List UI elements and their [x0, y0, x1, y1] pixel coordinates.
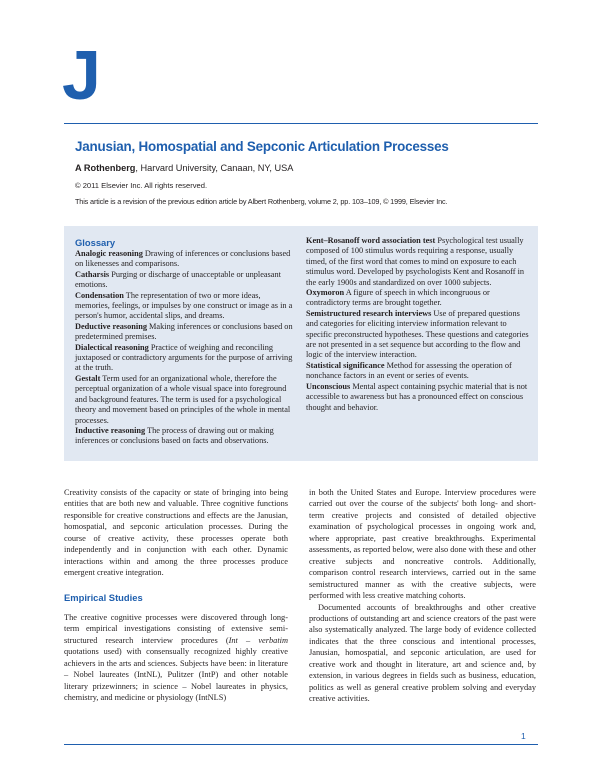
intro-paragraph: Creativity consists of the capacity or state of bringing into being entities that are both new and valuable. Three cognitive functions responsible for creative constructions and effects are the Janusian, homospatial, and sepconic articulation processes. During the course of creative activity, these processes operate both independently and in conjunction with each other. Dynamic interactions within and among the three processes produce emergent creative integration. [64, 488, 288, 578]
glossary-definition: Making inferences or conclusions based on predetermined premises. [75, 321, 293, 342]
empirical-italic-text: Int – verbatim [228, 635, 288, 645]
glossary-term: Gestalt [75, 373, 101, 383]
body-paragraph: in both the United States and Europe. Interview procedures were carried out over the course of the subjects' both long- and short-term creative projects and consisted of detailed objective examination of psychological processes in ongoing work and, where appropriate, past creative breakthroughs. Experimental assessments, as reported below, were also done with these and other creative subjects and noncreative controls. Additionally, comparison control research interviews, carried out in the same semistructured manner as with the creative subjects, were performed with less creative matching cohorts. [309, 488, 536, 601]
glossary-entry [75, 322, 297, 343]
empirical-paragraph-block [64, 612, 288, 704]
article-title: Janusian, Homospatial and Sepconic Articulation Processes [75, 139, 449, 154]
glossary-right-column [306, 236, 532, 413]
copyright-notice: © 2011 Elsevier Inc. All rights reserved. [75, 181, 208, 190]
glossary-definition: A figure of speech in which incongruous or contradictory terms are brought together. [306, 288, 490, 308]
empirical-text-part2: quotations used) with consensually recognized highly creative achievers in the arts and sciences. Subjects have been: in literature – Nobel laureates (IntNL), Pulitzer (IntP) and other notable literary prizewinners; in science – Nobel laureates in physics, chemistry, and medicine or physiology (IntNLS) [64, 647, 288, 703]
glossary-entry [75, 374, 297, 426]
glossary-entry [75, 270, 297, 291]
glossary-entry [306, 382, 532, 413]
section-heading-empirical-studies: Empirical Studies [64, 592, 143, 603]
glossary-term: Semistructured research interviews [306, 308, 432, 318]
glossary-definition: Drawing of inferences or conclusions based on likenesses and comparisons. [75, 249, 291, 269]
author-name: A Rothenberg [75, 163, 136, 173]
glossary-entry [75, 291, 297, 322]
glossary-entry [306, 288, 532, 309]
glossary-definition: Practice of weighing and reconciling juxtaposed or contradictory arguments for the purpose of arriving at the truth. [75, 342, 293, 373]
glossary-entry [75, 426, 297, 447]
glossary-definition: The representation of two or more ideas, memories, feelings, or impulses by one construct or image as in a person's humor, accidental slips, and dreams. [75, 290, 293, 321]
glossary-entry [306, 361, 532, 382]
glossary-entry [306, 309, 532, 361]
page-number: 1 [521, 731, 526, 741]
glossary-heading: Glossary [75, 237, 116, 248]
glossary-term: Oxymoron [306, 288, 345, 298]
glossary-entry [306, 236, 532, 288]
glossary-definition: Psychological test usually composed of 100 stimulus words requiring a response, usually timed, of the first word that comes to mind on exposure to each stimulus word. Developed by psychologists Kent and Rosanoff in the early 1900s and standardized on over 1000 subjects. [306, 236, 525, 287]
glossary-definition: Use of prepared questions and categories for eliciting interview information relevant to specific preconstructed hypotheses. These questions and categories are not presented in a set sequence but according to the flow and logic of the interview interaction. [306, 308, 529, 360]
glossary-left-column [75, 249, 297, 447]
header-divider [64, 123, 538, 124]
author-affiliation: , Harvard University, Canaan, NY, USA [135, 163, 294, 173]
glossary-entry [75, 249, 297, 270]
glossary-term: Deductive reasoning [75, 321, 147, 331]
intro-paragraph-block [64, 487, 288, 579]
glossary-entry [75, 343, 297, 374]
glossary-definition: Mental aspect containing psychic material that is not accessible to awareness but has a pronounced effect on conscious thought and behavior. [306, 381, 528, 412]
glossary-definition: Purging or discharge of unacceptable or unpleasant emotions. [75, 269, 281, 290]
revision-note: This article is a revision of the previous edition article by Albert Rothenberg, volume 2, pp. 103–109, © 1999, Elsevier Inc. [75, 197, 448, 206]
footer-divider [64, 744, 538, 745]
section-letter: J [62, 36, 101, 114]
empirical-paragraph [64, 612, 288, 704]
glossary-definition: Term used for an organizational whole, therefore the perceptual organization of a whole visual space into foreground and background features. The term is used for a psychological theory and movement based on principles of the whole in mental processes. [75, 373, 291, 425]
body-paragraph: Documented accounts of breakthroughs and other creative productions of outstanding art and science creators of the past were also systematically analyzed. The large body of evidence collected indicates that the three conscious and intentional processes, Janusian, homospatial, and sepconic articulation, are used for creative work and thought in literature, art and science and, by extension, in various degrees in fields such as business, education, politics as well as general creative problem solving and everyday creative activities. [309, 602, 536, 704]
glossary-term: Statistical significance [306, 360, 385, 370]
glossary-term: Inductive reasoning [75, 425, 146, 435]
glossary-term: Kent–Rosanoff word association test [306, 236, 436, 245]
glossary-term: Catharsis [75, 269, 110, 279]
right-body-column [309, 487, 536, 705]
glossary-definition: The process of drawing out or making inferences or conclusions based on facts and observations. [75, 425, 274, 446]
glossary-term: Dialectical reasoning [75, 342, 149, 352]
glossary-term: Condensation [75, 290, 124, 300]
glossary-definition: Method for assessing the operation of nonchance factors in an event or series of events. [306, 360, 512, 381]
author-line [75, 163, 535, 173]
glossary-term: Unconscious [306, 381, 351, 391]
glossary-term: Analogic reasoning [75, 249, 143, 258]
empirical-text-part1: The creative cognitive processes were discovered through long-term empirical investigations consisting of extensive semi-structured research interview procedures ( [64, 613, 288, 645]
